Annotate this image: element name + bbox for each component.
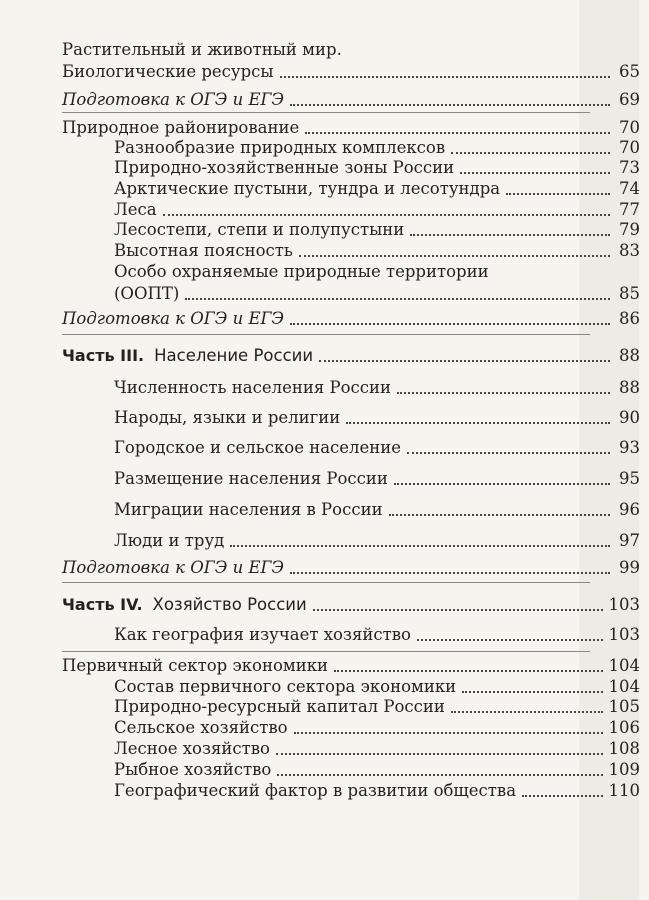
- toc-label: Миграции населения в России: [114, 500, 383, 519]
- toc-entry[interactable]: [114, 138, 640, 158]
- toc-page-number: 108: [608, 739, 640, 758]
- toc-label: Размещение населения России: [114, 469, 388, 488]
- toc-label: Первичный сектор экономики: [62, 656, 329, 675]
- toc-page-number: 70: [619, 118, 640, 137]
- toc-entry[interactable]: [114, 677, 640, 697]
- leader-dots: [451, 152, 610, 154]
- toc-entry[interactable]: [114, 718, 640, 738]
- toc-entry[interactable]: [114, 739, 640, 759]
- toc-page-number: 79: [619, 220, 640, 239]
- toc-label: Люди и труд: [114, 531, 225, 550]
- leader-dots: [290, 323, 610, 325]
- leader-dots: [334, 670, 602, 672]
- toc-entry[interactable]: [114, 158, 640, 178]
- toc-page-number: 103: [608, 625, 640, 644]
- leader-dots: [410, 234, 610, 236]
- toc-label: Природно-хозяйственные зоны России: [114, 158, 455, 177]
- leader-dots: [397, 392, 610, 394]
- section-divider: [62, 112, 590, 113]
- toc-label: Состав первичного сектора экономики: [114, 677, 457, 696]
- toc-page-number: 99: [619, 558, 640, 577]
- toc-label: Географический фактор в развитии общества: [114, 781, 517, 800]
- toc-line: Растительный и животный мир.: [62, 40, 342, 59]
- toc-entry[interactable]: [114, 760, 640, 780]
- toc-page-number: 95: [619, 469, 640, 488]
- toc-page-number: 74: [619, 179, 640, 198]
- leader-dots: [313, 609, 603, 611]
- toc-entry[interactable]: [114, 697, 640, 717]
- toc-entry[interactable]: [114, 781, 640, 801]
- toc-entry[interactable]: [114, 200, 640, 220]
- leader-dots: [290, 572, 610, 574]
- toc-page-number: 90: [619, 408, 640, 427]
- leader-dots: [394, 483, 610, 485]
- toc-label: Арктические пустыни, тундра и лесотундра: [114, 179, 501, 198]
- toc-page-number: 105: [608, 697, 640, 716]
- toc-label: Лесное хозяйство: [114, 739, 270, 758]
- leader-dots: [276, 753, 603, 755]
- toc-entry[interactable]: [114, 220, 640, 240]
- toc-entry[interactable]: [114, 241, 640, 261]
- toc-entry-prep[interactable]: [62, 90, 640, 110]
- toc-entry-flora[interactable]: [62, 62, 640, 82]
- section-divider: [62, 334, 590, 335]
- toc-label: Природно-ресурсный капитал России: [114, 697, 445, 716]
- section-divider: [62, 582, 590, 583]
- toc-label: Городское и сельское население: [114, 438, 402, 457]
- toc-page-number: 106: [608, 718, 640, 737]
- leader-dots: [506, 193, 610, 195]
- leader-dots: [305, 132, 610, 134]
- toc-page-number: 104: [608, 677, 640, 696]
- toc-part-4[interactable]: [62, 595, 640, 615]
- toc-entry[interactable]: [114, 469, 640, 489]
- toc-page-number: 104: [608, 656, 640, 675]
- leader-dots: [417, 639, 603, 641]
- toc-page-number: 88: [619, 378, 640, 397]
- toc-page-number: 86: [619, 309, 640, 328]
- leader-dots: [389, 514, 610, 516]
- toc-entry-oopt[interactable]: [114, 284, 640, 304]
- toc-label: Разнообразие природных комплексов: [114, 138, 446, 157]
- toc-label: Народы, языки и религии: [114, 408, 341, 427]
- toc-page-number: 97: [619, 531, 640, 550]
- toc-entry[interactable]: [114, 378, 640, 398]
- toc-entry-prep[interactable]: [62, 309, 640, 329]
- leader-dots: [462, 691, 602, 693]
- leader-dots: [185, 298, 610, 300]
- toc-entry[interactable]: [114, 531, 640, 551]
- leader-dots: [346, 422, 610, 424]
- toc-entry-zoning[interactable]: [62, 118, 640, 138]
- leader-dots: [299, 255, 610, 257]
- toc-page-number: 69: [619, 90, 640, 109]
- toc-page-number: 96: [619, 500, 640, 519]
- toc-page-number: 77: [619, 200, 640, 219]
- toc-part-3[interactable]: [62, 346, 640, 366]
- toc-entry[interactable]: [114, 500, 640, 520]
- toc-label: Природное районирование: [62, 118, 300, 137]
- toc-label: Высотная поясность: [114, 241, 293, 260]
- toc-label: Как география изучает хозяйство: [114, 625, 411, 644]
- toc-label: Численность населения России: [114, 378, 392, 397]
- leader-dots: [451, 711, 603, 713]
- toc-entry[interactable]: [114, 625, 640, 645]
- toc-label: Леса: [114, 200, 157, 219]
- toc-entry-primary[interactable]: [62, 656, 640, 676]
- toc-entry-prep[interactable]: [62, 558, 640, 578]
- leader-dots: [460, 172, 610, 174]
- toc-entry[interactable]: [114, 438, 640, 458]
- toc-page-number: 70: [619, 138, 640, 157]
- toc-label: Подготовка к ОГЭ и ЕГЭ: [62, 90, 285, 109]
- toc-page-number: 93: [619, 438, 640, 457]
- part-title: Население России: [154, 346, 314, 365]
- leader-dots: [280, 76, 610, 78]
- leader-dots: [277, 774, 602, 776]
- toc-entry[interactable]: [114, 408, 640, 428]
- part-number: Часть IV.: [62, 595, 143, 614]
- leader-dots: [407, 452, 610, 454]
- toc-label: Сельское хозяйство: [114, 718, 288, 737]
- toc-page-number: 88: [619, 346, 640, 365]
- part-title: Хозяйство России: [152, 595, 307, 614]
- toc-page-number: 110: [608, 781, 640, 800]
- toc-page-number: 103: [608, 595, 640, 614]
- toc-line: Особо охраняемые природные территории: [114, 262, 489, 281]
- toc-label: Лесостепи, степи и полупустыни: [114, 220, 405, 239]
- leader-dots: [230, 545, 610, 547]
- toc-label: (ООПТ): [114, 284, 180, 303]
- leader-dots: [163, 214, 610, 216]
- toc-page-number: 65: [619, 62, 640, 81]
- leader-dots: [319, 360, 610, 362]
- toc-page-number: 83: [619, 241, 640, 260]
- leader-dots: [290, 104, 610, 106]
- toc-label: Подготовка к ОГЭ и ЕГЭ: [62, 309, 285, 328]
- toc-entry[interactable]: [114, 179, 640, 199]
- leader-dots: [522, 795, 602, 797]
- leader-dots: [294, 732, 603, 734]
- toc-page-number: 73: [619, 158, 640, 177]
- toc-page-number: 109: [608, 760, 640, 779]
- toc-label: Рыбное хозяйство: [114, 760, 272, 779]
- section-divider: [62, 651, 590, 652]
- toc-label: Подготовка к ОГЭ и ЕГЭ: [62, 558, 285, 577]
- part-number: Часть III.: [62, 346, 145, 365]
- toc-page-number: 85: [619, 284, 640, 303]
- toc-label: Биологические ресурсы: [62, 62, 274, 81]
